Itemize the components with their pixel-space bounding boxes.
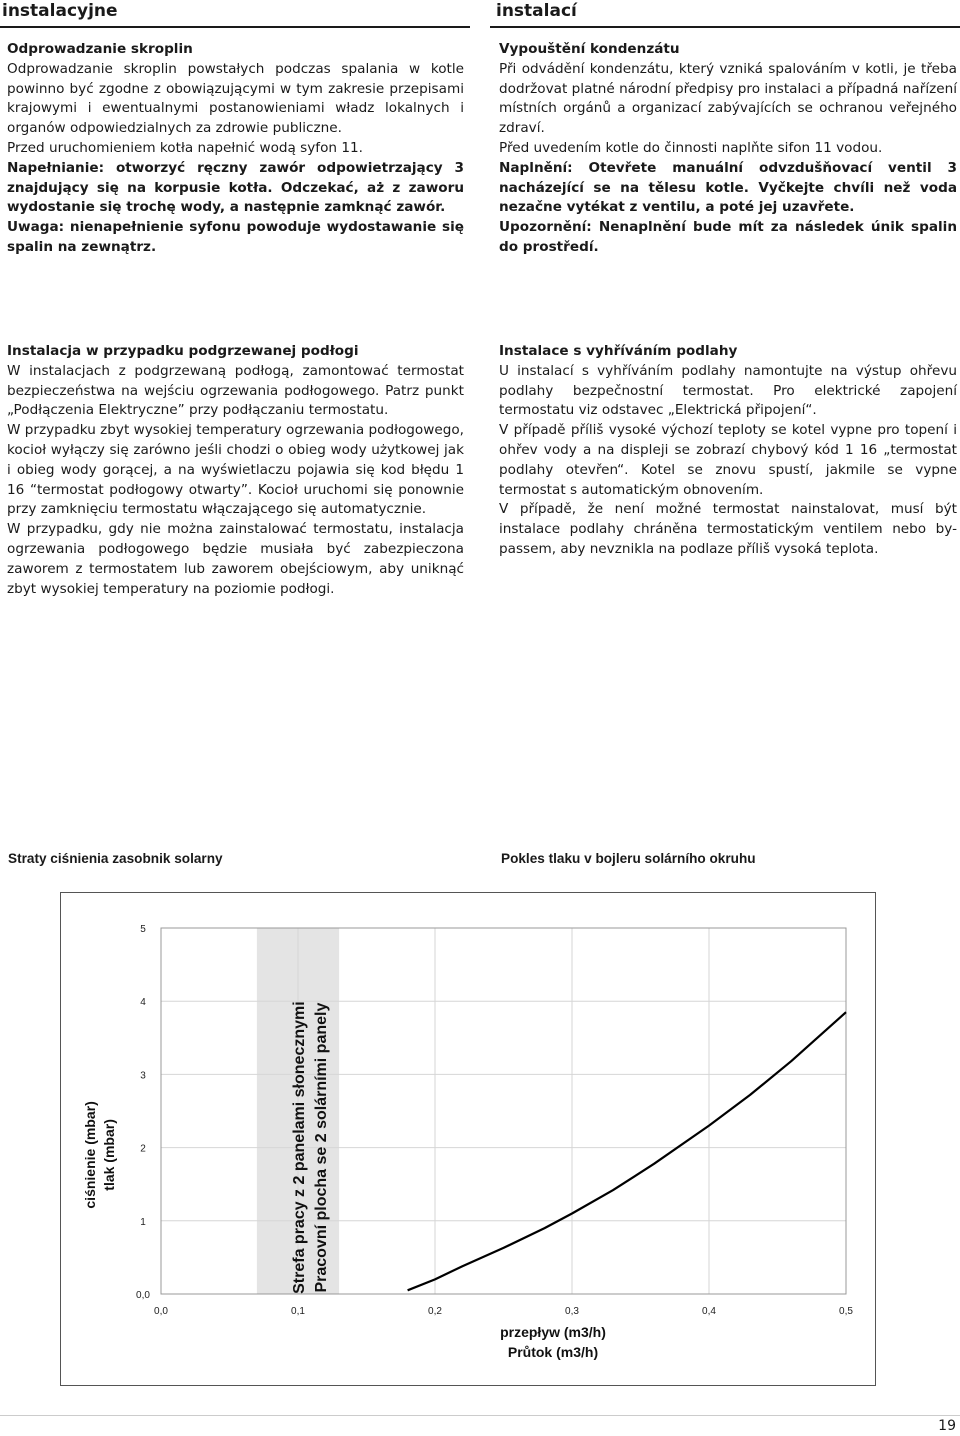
- y-tick-label: 2: [140, 1143, 146, 1155]
- cz-condensate-filling: Naplnění: Otevřete manuální odvzdušňovací ventil 3 nacházející se na tělesu kotle. Vyčkejte chvíli než voda nezačne vytékat z ventilu, a poté jej uzavřete.: [499, 159, 957, 216]
- cz-floor-p2: V případě příliš vysoké výchozí teploty se kotel vypne pro topení i ohřev vody a na displeji se zobrazí chybový kód 1 16 „termostat podlahy otevřen“. Kotel se znovu spustí, jakmile se vypne termostat s automatickým obnovením.: [499, 422, 957, 498]
- x-tick-label: 0,3: [565, 1306, 579, 1317]
- footer-divider: [0, 1415, 960, 1416]
- pl-condensate-title: Odprowadzanie skroplin: [7, 41, 193, 57]
- y-tick-label: 4: [140, 997, 146, 1009]
- x-axis-label-cz: Průtok (m3/h): [507, 1344, 599, 1360]
- x-tick-label: 0,5: [839, 1306, 853, 1317]
- header-right-text: instalací: [496, 1, 577, 21]
- cz-condensate-section: [499, 40, 957, 258]
- pl-floor-title: Instalacja w przypadku podgrzewanej podłogi: [7, 343, 359, 359]
- page-number: 19: [938, 1418, 956, 1434]
- pl-condensate-body-1: Odprowadzanie skroplin powstałych podczas spalania w kotle powinno być zgodne z obowiązującymi w tym zakresie przepisami krajowymi i ewentualnymi postanowieniami władz lokalnych i organów odpowiedzialnych za zdrowie publiczne.: [7, 60, 464, 137]
- header-right: [490, 0, 960, 28]
- pl-floor-p1: W instalacjach z podgrzewaną podłogą, zamontować termostat bezpieczeństwa na wejściu ogrzewania podłogowego. Patrz punkt „Podłączenia Elektryczne” przy podłączaniu termostatu.: [7, 362, 464, 419]
- series-line: [408, 1012, 846, 1290]
- chart-canvas: [61, 893, 875, 1385]
- x-tick-label: 0,0: [154, 1306, 168, 1317]
- y-tick-label: 5: [140, 924, 146, 935]
- pressure-drop-chart: [60, 892, 876, 1386]
- header-left-text: instalacyjne: [2, 1, 118, 21]
- chart-title-cz: Pokles tlaku v bojleru solárního okruhu: [501, 851, 756, 866]
- y-tick-label: 1: [140, 1216, 146, 1228]
- band-label-pl: Strefa pracy z 2 panelami słonecznymi: [291, 1001, 309, 1294]
- pl-condensate-section: [7, 40, 464, 258]
- pl-condensate-body-2: Przed uruchomieniem kotła napełnić wodą syfon 11.: [7, 139, 363, 156]
- cz-condensate-body-2: Před uvedením kotle do činnosti naplňte sifon 11 vodou.: [499, 139, 883, 156]
- pl-floor-p2: W przypadku zbyt wysokiej temperatury ogrzewania podłogowego, kocioł wyłączy się zarówno jeśli chodzi o obieg wody użytkowej jak i obieg wody gorącej, a na wyświetlaczu pojawia się kod błędu 1 16 “termostat podłogowy otwarty”. Kocioł uruchomi się ponownie przy zamknięciu termostatu włączającego się automatycznie.: [7, 422, 464, 518]
- y-tick-label: 3: [140, 1070, 146, 1082]
- x-tick-label: 0,1: [291, 1306, 305, 1317]
- y-axis-label-cz: tlak (mbar): [101, 1119, 117, 1191]
- cz-condensate-body-1: Při odvádění kondenzátu, který vzniká spalováním v kotli, je třeba dodržovat platné národní předpisy pro instalaci a případná nařízení místních orgánů a organizací zabývajících se ochranou veřejného zdraví.: [499, 60, 957, 137]
- x-tick-label: 0,2: [428, 1306, 442, 1317]
- cz-condensate-warning: Upozornění: Nenaplnění bude mít za následek únik spalin do prostředí.: [499, 219, 957, 255]
- header-left: [0, 0, 470, 28]
- y-axis-label-pl: ciśnienie (mbar): [82, 1101, 98, 1209]
- x-tick-label: 0,4: [702, 1306, 716, 1317]
- x-axis-label-pl: przepływ (m3/h): [500, 1324, 606, 1340]
- cz-condensate-title: Vypouštění kondenzátu: [499, 41, 680, 57]
- cz-floor-p3: V případě, že není možné termostat nainstalovat, musí být instalace podlahy chráněna termostatickým ventilem nebo by-passem, aby nevznikla na podlaze příliš vysoká teplota.: [499, 501, 957, 557]
- chart-title-pl: Straty ciśnienia zasobnik solarny: [8, 851, 223, 866]
- pl-floor-section: [7, 342, 464, 599]
- cz-floor-title: Instalace s vyhříváním podlahy: [499, 343, 738, 359]
- cz-floor-section: [499, 342, 957, 560]
- y-tick-label: 0,0: [136, 1290, 150, 1301]
- pl-condensate-filling: Napełnianie: otworzyć ręczny zawór odpowietrzający 3 znajdujący się na korpusie kotła. Odczekać, aż z zaworu wydostanie się trochę wody, a następnie zamknąć zawór.: [7, 159, 464, 216]
- pl-condensate-warning: Uwaga: nienapełnienie syfonu powoduje wydostawanie się spalin na zewnątrz.: [7, 219, 464, 255]
- cz-floor-p1: U instalací s vyhříváním podlahy namontujte na výstup ohřevu podlahy bezpečnostní termostat. Pro elektrické zapojení termostatu viz odstavec „Elektrická připojení“.: [499, 362, 957, 419]
- band-label-cz: Pracovní plocha se 2 solárními panely: [313, 1002, 331, 1293]
- pl-floor-p3: W przypadku, gdy nie można zainstalować termostatu, instalacja ogrzewania podłogowego będzie musiała być zabezpieczona zaworem z termostatem lub zaworem obejściowym, aby uniknąć zbyt wysokiej temperatury na poziomie podłogi.: [7, 521, 464, 597]
